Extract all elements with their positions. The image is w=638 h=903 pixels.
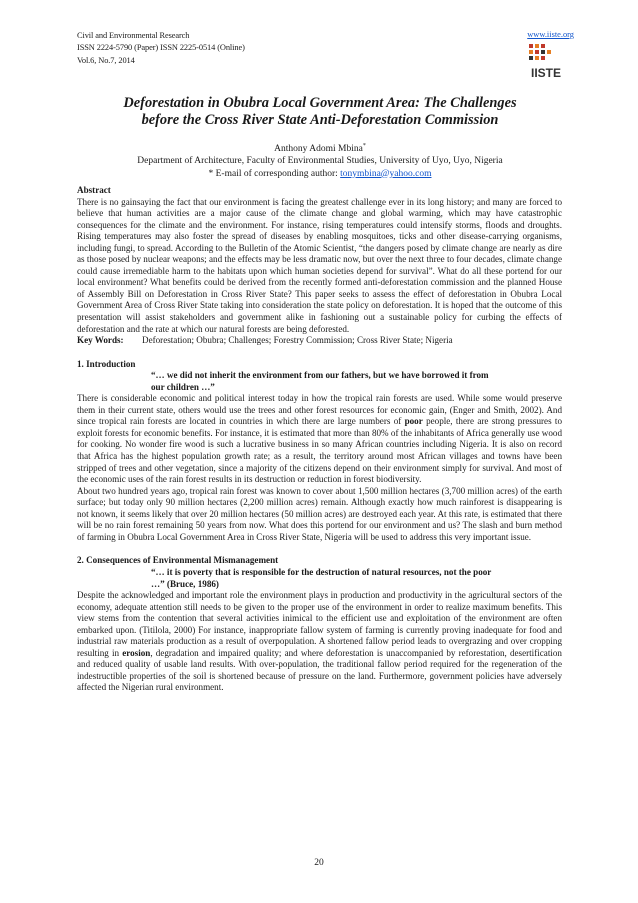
keywords-line bbox=[77, 335, 562, 347]
section-2-paragraph-1-bold: erosion bbox=[122, 647, 151, 658]
paper-body bbox=[77, 185, 562, 694]
journal-header bbox=[77, 30, 245, 67]
affiliation: Department of Architecture, Faculty of Environmental Studies, University of Uyo, Uyo, Nigeria bbox=[137, 156, 503, 167]
section-1-quote-line-2: our children …” bbox=[151, 381, 215, 392]
section-1-quote-line-1: “… we did not inherit the environment from our fathers, but we have borrowed it from bbox=[151, 370, 489, 381]
title-line-2: before the Cross River State Anti-Deforestation Commission bbox=[141, 112, 499, 128]
journal-volume: Vol.6, No.7, 2014 bbox=[77, 55, 135, 65]
author-email-link[interactable]: tonymbina@yahoo.com bbox=[340, 168, 432, 179]
section-2-paragraph-1-part-a: Despite the acknowledged and important role the environment plays in production and productivity in the agricultural sectors of the economy, adequate attention still needs to be given to the proper use of the environment in order to realize maximum benefits. This view stems from the contention that several activities inimical to the efficient use and exploitation of the environment are often embarked upon. (Titilola, 2000) For instance, inappropriate fallow system of farming is currently proving inadequate for food and industrial raw materials production as a result of overpopulation. A shortened fallow period leads to overgrazing and over cropping resulting in bbox=[77, 590, 562, 658]
author-mark: * bbox=[362, 143, 366, 149]
journal-name: Civil and Environmental Research bbox=[77, 31, 190, 40]
section-1-paragraph-2: About two hundred years ago, tropical rain forest was known to cover about 1,500 million hectares (3,700 million acres) of the earth surface; but today only 90 million hectares (2,200 million acres) remain. Although exactly how much rainforest is disappearing is not known, it seems likely that over 20 million hectares (50 million acres) are destroyed each year. At this rate, is estimated that there will be no rain forest remaining 50 years from now. What does this portend for our environment and us? The slash and burn method of farming in Obubra Local Government Area in Cross River State, Nigeria will be used to address this very important issue. bbox=[77, 485, 562, 542]
section-2-paragraph-1 bbox=[77, 590, 562, 694]
journal-issn: ISSN 2224-5790 (Paper) ISSN 2225-0514 (Online) bbox=[77, 43, 245, 53]
iiste-logo bbox=[527, 44, 573, 82]
page-number: 20 bbox=[314, 858, 324, 868]
section-2-heading: 2. Consequences of Environmental Mismanagement bbox=[77, 555, 279, 566]
section-2-paragraph-1-part-b: , degradation and impaired quality; and where deforestation is unaccompanied by reforestation, desertification and reduced quality of usable land results. With over-population, the traditional fallow period required for the regeneration of the indestructible properties of the soil is shortened because of pressure on the land. Furthermore, government policies have adversely affected the Nigerian rural environment. bbox=[77, 647, 562, 693]
email-prefix: * E-mail of corresponding author: bbox=[208, 168, 341, 179]
logo-text: IISTE bbox=[531, 66, 562, 80]
paper-title bbox=[70, 95, 570, 129]
keywords-label: Key Words: bbox=[77, 335, 124, 346]
section-2-quote-line-1: “… it is poverty that is responsible for the destruction of natural resources, not the poor bbox=[151, 566, 492, 577]
contact-line bbox=[70, 168, 570, 180]
section-2-quote-line-2: …” (Bruce, 1986) bbox=[151, 578, 219, 589]
author-block bbox=[70, 140, 570, 180]
keywords-text: Deforestation; Obubra; Challenges; Forestry Commission; Cross River State; Nigeria bbox=[142, 335, 453, 346]
journal-url-link[interactable]: www.iiste.org bbox=[527, 30, 574, 39]
section-1-paragraph-1 bbox=[77, 393, 562, 485]
abstract-heading: Abstract bbox=[77, 185, 111, 195]
section-1-paragraph-1-part-b: people, there are strong pressures to exploit forests for economic benefits. For instance, it is estimated that more than 80% of the inhabitants of Africa generally use wood for cooking. No wonder fire wood is such a lucrative business in so many African countries including Nigeria. It is also on record that Africa has the highest population growth rate; as a result, the territory around most African villages and towns have been stripped of trees and other vegetation, since a majority of the citizens depend on their environment simply for survival. And most of the economic uses of the rain forest results in its destruction or reduction in forest biodiversity. bbox=[77, 416, 562, 485]
section-1-paragraph-1-bold: poor bbox=[404, 416, 423, 427]
section-1-paragraph-1-part-a: There is considerable economic and political interest today in how the tropical rain forests are used. While some would preserve them in their current state, others would use the trees and other forest resources for economic gain, (Enger and Smith, 2002). And since tropical rain forests are located in countries in which there are large numbers of bbox=[77, 393, 562, 427]
section-1-heading: 1. Introduction bbox=[77, 358, 136, 369]
title-line-1: Deforestation in Obubra Local Government Area: The Challenges bbox=[123, 95, 517, 111]
author-line bbox=[70, 140, 570, 155]
abstract-text: There is no gainsaying the fact that our environment is facing the greatest challenge ever in its long history; and many are forced to believe that human activities are a major cause of the climate change and global warming, which may have catastrophic consequences for the climate and the environment. For instance, rising temperatures could intensify storms, floods and droughts. Rising temperatures may also foster the spread of diseases by enabling mosquitoes, ticks and other disease-carrying organisms, including fungi, to spread. According to the Bulletin of the Atomic Scientist, “the dangers posed by climate change are nearly as dire as those posed by nuclear weapons; and the effects may be less dramatic now, but over the next three to four decades, climate change could cause irremediable harm to the habitats upon which human societies depend for survival”. What do all these portend for our local environment? What benefits could be derived from the recently formed anti-deforestation commission and the planned House of Assembly Bill on Deforestation in Cross River State? This paper seeks to assess the effect of deforestation in Obubra Local Government Area of Cross River State taking into consideration the state policy on deforestation. It is hoped that the outcome of this presentation will assist stakeholders and government alike in fashioning out a sustainable policy for curbing the effects of deforestation and the rate at which our natural forests are being deforested. bbox=[77, 196, 562, 334]
author-name: Anthony Adomi Mbina bbox=[274, 144, 363, 155]
